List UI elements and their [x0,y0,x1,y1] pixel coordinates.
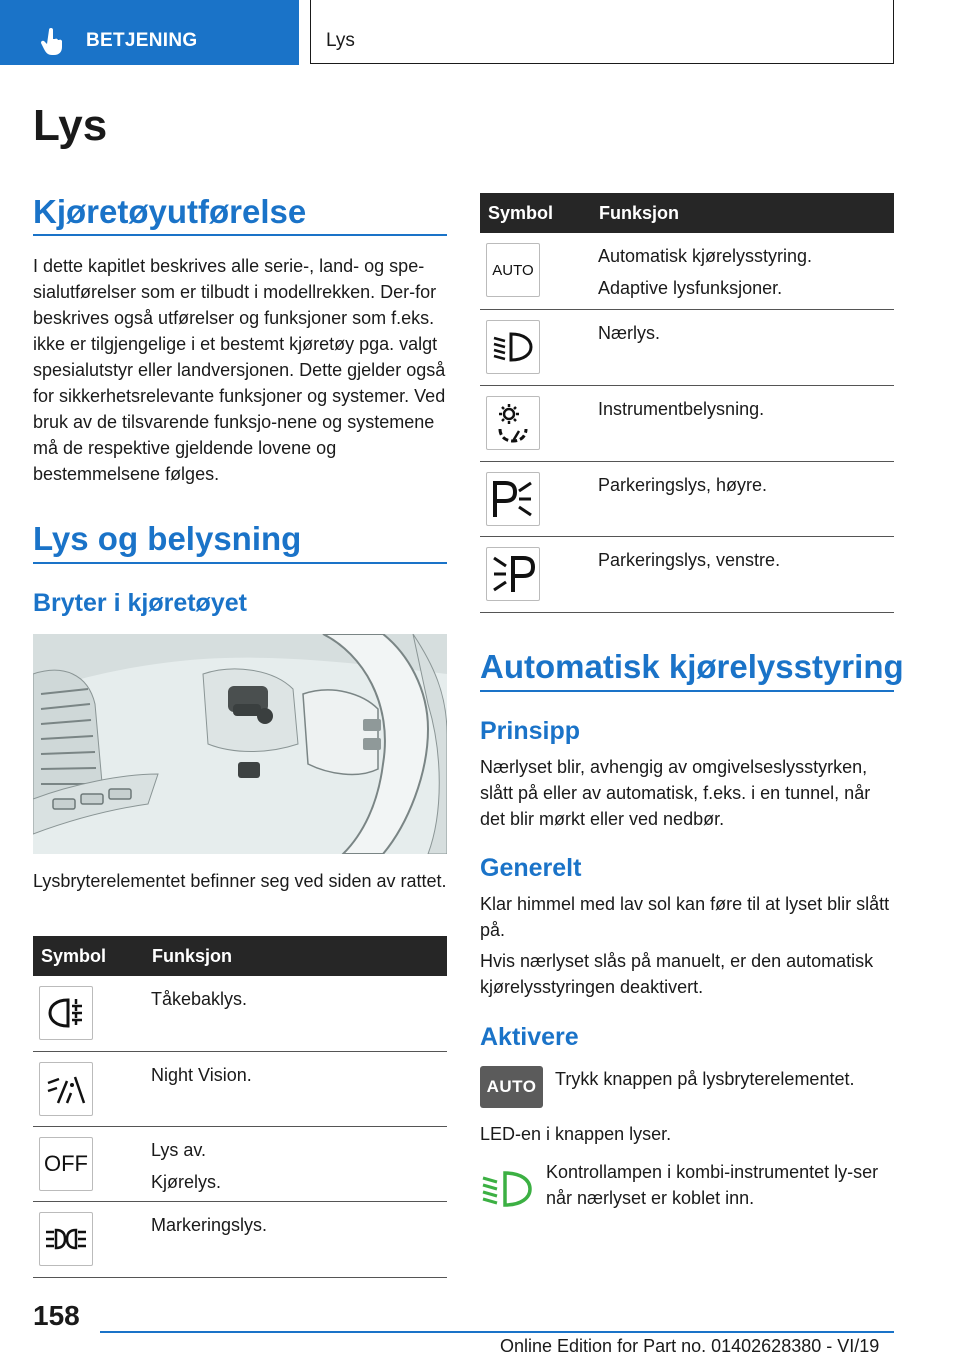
symbol-table-left [33,936,447,1278]
low-beam-icon [486,320,540,374]
table-row [33,1126,447,1201]
auto-icon: AUTO [486,243,540,297]
table-row [33,1201,447,1277]
function-text: Nærlys. [598,322,660,343]
switch-caption: Lysbryterelementet befinner seg ved siden av rattet. [33,871,447,891]
low-beam-indicator-icon [481,1168,533,1215]
column-header-function: Funksjon [591,193,894,233]
column-header-symbol: Symbol [480,193,591,233]
table-row [33,1051,447,1126]
function-text: Parkeringslys, venstre. [598,549,781,570]
table-row [480,536,894,612]
indicator-text: Kontrollampen i kombi-instrumentet ly-ser når nærlyset er koblet inn. [546,1162,879,1208]
function-text: Automatisk kjørelysstyring. [598,246,813,266]
function-text: Instrumentbelysning. [598,398,765,419]
vehicle-version-text: I dette kapitlet beskrives alle serie-, land- og spe-sialutførelser som er tilbudt i modellrekken. Der-for beskrives også utførelser og funksjoner som f.eks. ikke er tilgjengelige i et bestemt kjøretøy pga. valgt spesialutstyr eller landversjonen. Dette gjelder også for sikkerhetsrelevante funksjoner og systemer. Ved bruk av de tilsvarende funksjo-nene og systemene må de respektive gjeldende lovene og bestemmelsene følges. [33,256,446,484]
function-text: Adaptive lysfunksjoner. [598,278,783,298]
page-number: 158 [33,1300,80,1331]
symbol-table-right [480,193,894,613]
off-icon: OFF [39,1137,93,1191]
night-vision-icon [39,1062,93,1116]
table-row [33,976,447,1051]
heading-vehicle-version: Kjøretøyutførelse [33,193,307,230]
general-text-1: Klar himmel med lav sol kan føre til at lyset blir slått på. [480,894,890,940]
function-text: Tåkebaklys. [151,989,248,1009]
function-text: Markeringslys. [151,1214,268,1235]
column-header-function: Funksjon [144,936,447,976]
page-title: Lys [33,101,108,150]
heading-switch: Bryter i kjøretøyet [33,589,247,617]
table-row [480,461,894,536]
edition-text: Online Edition for Part no. 01402628380 - VI/19 [500,1336,880,1356]
table-row [480,385,894,461]
heading-activate: Aktivere [480,1023,579,1051]
column-header-symbol: Symbol [33,936,144,976]
general-text-2: Hvis nærlyset slås på manuelt, er den automatisk kjørelysstyringen deaktivert. [480,951,874,997]
heading-principle: Prinsipp [480,717,581,745]
heading-rule [33,562,447,564]
led-text: LED-en i knappen lyser. [480,1124,672,1144]
heading-rule [480,690,894,692]
rear-fog-light-icon [39,986,93,1040]
table-row [480,309,894,385]
activate-text: Trykk knappen på lysbryterelementet. [555,1069,855,1089]
function-text: Parkeringslys, høyre. [598,474,768,495]
parking-light-left-icon [486,547,540,601]
table-row [480,233,894,309]
marker-lights-icon [39,1212,93,1266]
function-text: Night Vision. [151,1064,252,1085]
chapter-tab[interactable] [310,0,894,64]
parking-light-right-icon [486,472,540,526]
function-text: Lys av. [151,1139,207,1160]
section-tab[interactable] [0,0,299,65]
footer-rule [100,1331,894,1333]
heading-auto-control: Automatisk kjørelysstyring [480,648,904,685]
hand-pointer-icon [40,28,66,56]
principle-text: Nærlyset blir, avhengig av omgivelseslysstyrken, slått på eller av automatisk, f.eks. i en tunnel, når det blir mørkt eller ved nedbør. [480,757,871,829]
function-text: Kjørelys. [151,1171,222,1192]
heading-general: Generelt [480,854,582,882]
heading-lights: Lys og belysning [33,520,302,557]
section-label: BETJENING [86,30,198,51]
auto-button-icon: AUTO [480,1066,543,1108]
light-switch-illustration [33,634,447,854]
chapter-label: Lys [326,30,355,51]
instrument-lighting-icon [486,396,540,450]
heading-rule [33,234,447,236]
